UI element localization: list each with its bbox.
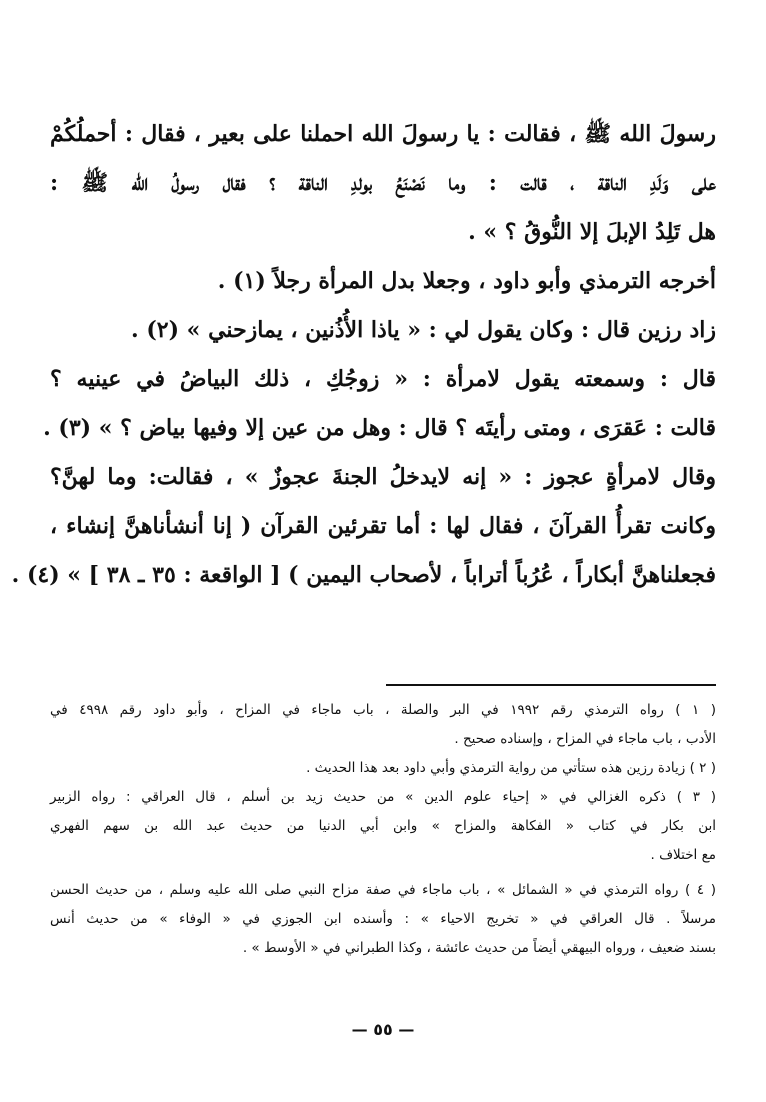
footnote-divider: [386, 684, 716, 686]
footnotes: [50, 700, 716, 967]
footnote-1-line: ( ١ ) رواه الترمذي رقم ١٩٩٢ في البر والصلة ، باب ماجاء في المزاح ، وأبو داود رقم ٤٩٩٨ في: [50, 702, 716, 718]
main-text: [11, 118, 716, 608]
footnote-3-line: ( ٣ ) ذكره الغزالي في « إحياء علوم الدين » من حديث زيد بن أسلم ، قال العراقي : رواه الزبير: [50, 789, 716, 805]
text-line: أخرجه الترمذي وأبو داود ، وجعلا بدل المرأة رجلاً (١) .: [217, 268, 716, 294]
text-line: زاد رزين قال : وكان يقول لي : « ياذا الأُذُنين ، يمازحني » (٢) .: [131, 317, 716, 343]
footnote-4-line: مرسلاً . قال العراقي في « تخريج الاحياء » : وأسنده ابن الجوزي في « الوفاء » من حديث أنس: [50, 911, 716, 927]
page-number: — ٥٥ —: [351, 1020, 415, 1039]
text-line: هل تَلِدُ الإبلَ إلا النُّوقُ ؟ » .: [468, 219, 716, 245]
text-line: وقال لامرأةٍ عجوز : « إنه لايدخلُ الجنةَ عجوزٌ » ، فقالت: وما لهنَّ؟: [50, 464, 716, 490]
text-line: رسولَ الله ﷺ ، فقالت : يا رسولَ الله احملنا على بعير ، فقال : أحملُكُمْ: [50, 121, 716, 147]
footnote-4-line: بسند ضعيف ، ورواه البيهقي أيضاً من حديث عائشة ، وكذا الطبراني في « الأوسط » .: [242, 940, 716, 956]
footnote-4-line: ( ٤ ) رواه الترمذي في « الشمائل » ، باب ماجاء في صفة مزاح النبي صلى الله عليه وسلم ، من حديث الحسن: [50, 882, 716, 898]
footnote-2-line: ( ٢ ) زيادة رزين هذه ستأتي من رواية الترمذي وأبي داود بعد هذا الحديث .: [306, 760, 716, 776]
footnote-1-line: الأدب ، باب ماجاء في المزاح ، وإسناده صحيح .: [454, 731, 716, 747]
text-line: فجعلناهنَّ أبكاراً ، عُرُباً أتراباً ، لأصحاب اليمين ) [ الواقعة : ٣٥ ـ ٣٨ ] » (٤) .: [11, 562, 716, 588]
text-line: وكانت تقرأُ القرآنَ ، فقال لها : أما تقرئين القرآن ( إنا أنشأناهنَّ إنشاء ،: [50, 513, 716, 539]
footnote-3-line: ابن بكار في كتاب « الفكاهة والمزاح » وابن أبي الدنيا من حديث عبد الله بن سهم الفهري: [50, 818, 716, 834]
text-line: قالت : عَقرَى ، ومتى رأيتَه ؟ قال : وهل من عين إلا وفيها بياض ؟ » (٣) .: [43, 415, 716, 441]
footnote-3-line: مع اختلاف .: [650, 847, 716, 863]
text-line: على وَلَدِ الناقة ، قالت : وما نَصْنَعُ بولدِ الناقة ؟ فقال رسولُ الله ﷺ :: [50, 170, 716, 196]
text-line: قال : وسمعته يقول لامرأة : « زوجُكِ ، ذلك البياضُ في عينيه ؟: [50, 366, 716, 392]
